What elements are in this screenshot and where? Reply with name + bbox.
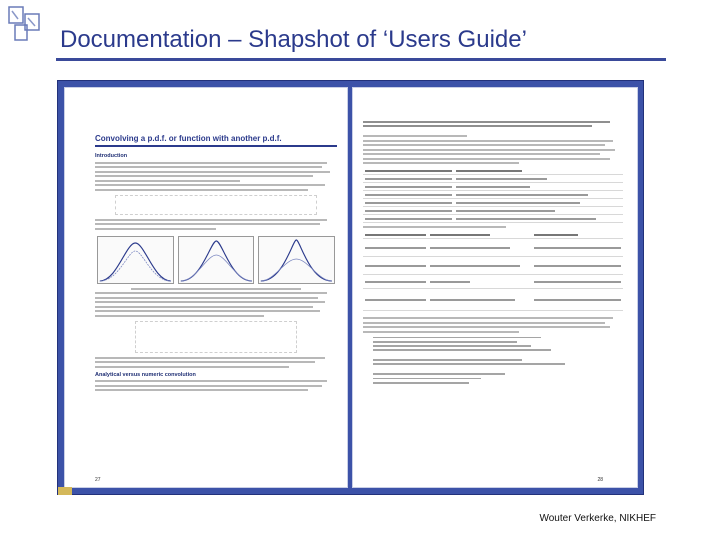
plot-middle [178,236,255,284]
left-page [64,87,348,488]
corner-tab [58,487,72,495]
users-guide-snapshot [57,80,644,495]
slide-title: Documentation – Shapshot of ‘Users Guide’ [60,26,527,53]
title-underline [56,58,666,61]
nikhef-logo-icon [8,6,42,42]
convolution-formula [115,195,317,215]
normalization-formula [135,321,297,353]
code-example [373,337,613,384]
convolution-plots [97,236,335,284]
plot-right [258,236,335,284]
right-page [352,87,638,488]
left-page-number: 27 [95,477,101,483]
resolution-model-table [363,231,623,311]
plot-left [97,236,174,284]
class-table [363,167,623,223]
left-page-heading: Convolving a p.d.f. or function with another p.d.f. [95,134,282,143]
section-introduction: Introduction [95,153,128,159]
right-page-number: 28 [597,477,603,483]
slide-footer: Wouter Verkerke, NIKHEF [539,513,656,524]
section-numeric-convolution: Analytical versus numeric convolution [95,371,196,378]
